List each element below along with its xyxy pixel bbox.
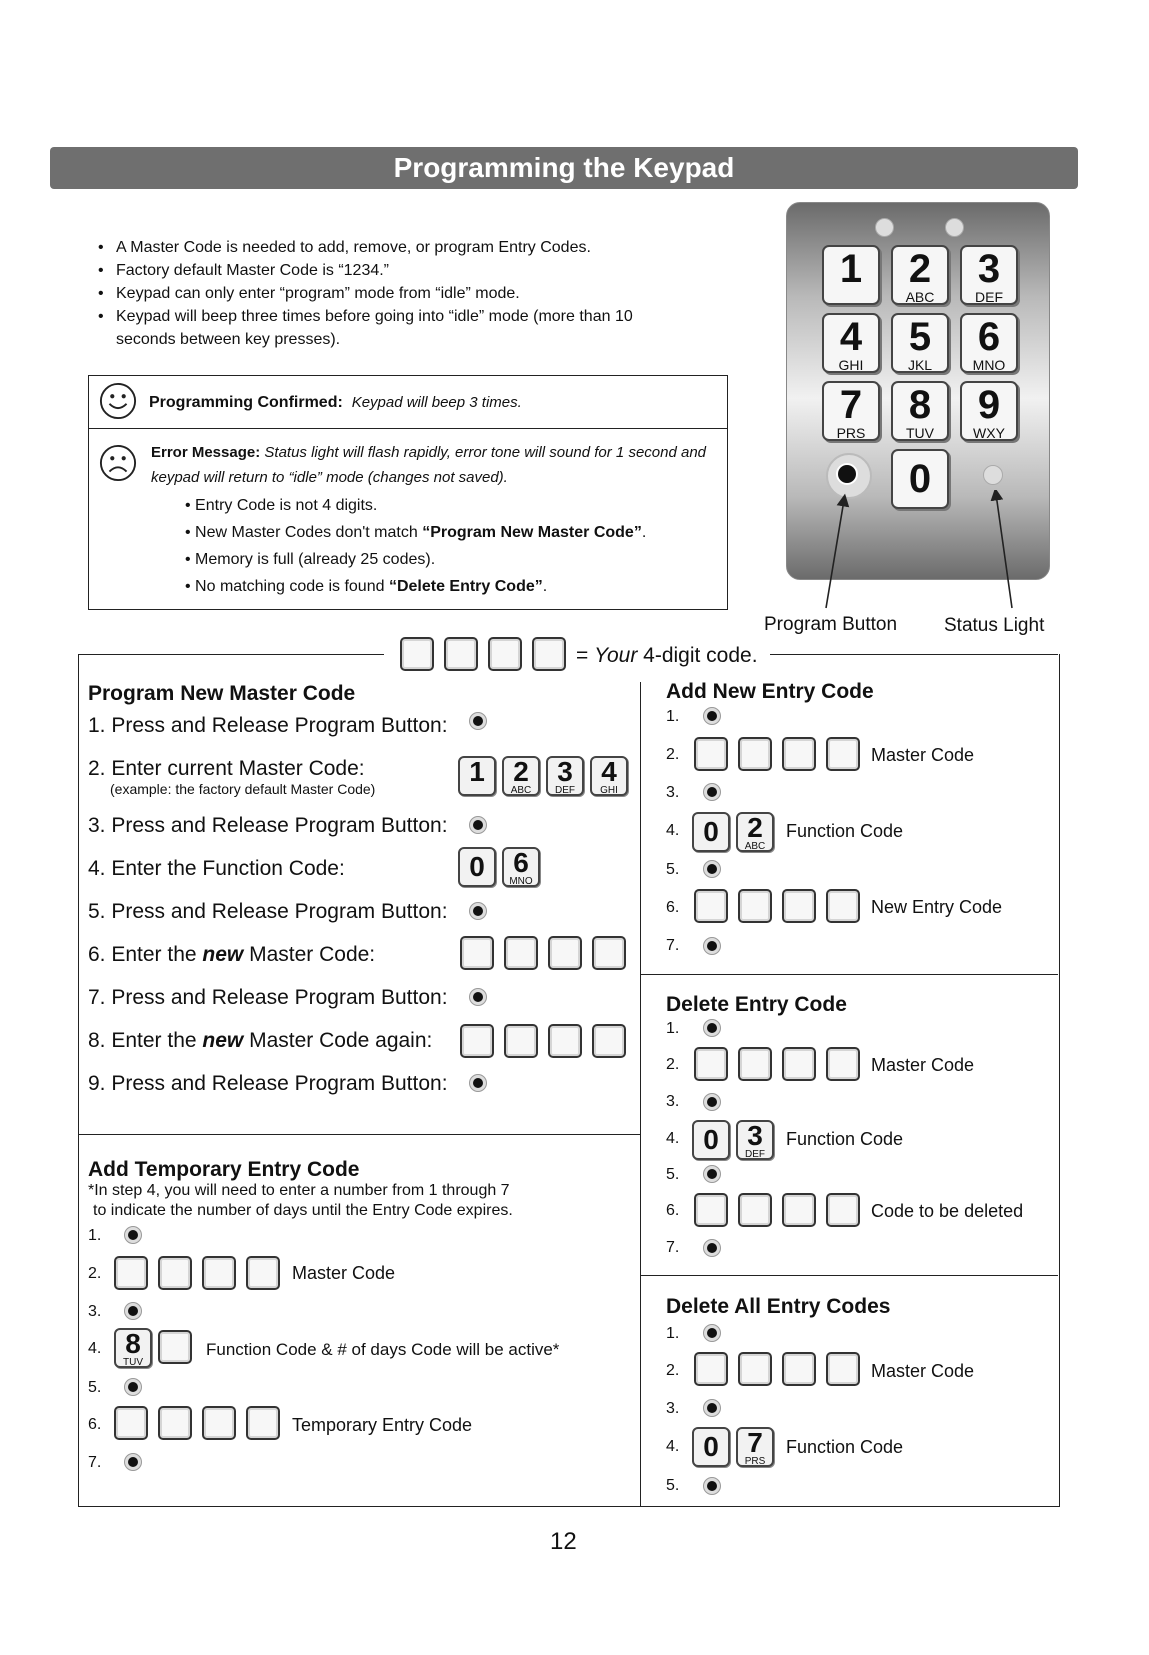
code-digit-box <box>782 1352 816 1386</box>
keypad-key-9: 9 WXY <box>960 381 1018 441</box>
error-item: • Memory is full (already 25 codes). <box>185 546 646 573</box>
program-button-icon <box>703 1399 721 1417</box>
smiley-face-icon <box>99 382 137 420</box>
key-0: 0 <box>692 1427 730 1467</box>
step-number: 4. <box>88 1340 102 1357</box>
code-digit-box <box>826 889 860 923</box>
master-section-title: Program New Master Code <box>88 682 356 705</box>
program-button-icon <box>703 860 721 878</box>
step-number: 4. <box>666 1438 680 1455</box>
code-to-delete-label: Code to be deleted <box>871 1201 1024 1221</box>
temp-section-title: Add Temporary Entry Code <box>88 1158 360 1181</box>
code-digit-box <box>504 936 538 970</box>
led-indicator <box>875 218 894 237</box>
key-2: 2 ABC <box>502 756 540 796</box>
master-step-7: 7. Press and Release Program Button: <box>88 986 448 1009</box>
step-number: 7. <box>88 1454 102 1471</box>
program-button-icon <box>703 1239 721 1257</box>
key-7: 7 PRS <box>736 1427 774 1467</box>
master-step-2-note: (example: the factory default Master Code) <box>110 781 376 797</box>
intro-bullet: • A Master Code is needed to add, remove, or program Entry Codes. <box>96 236 696 259</box>
step-number: 5. <box>666 1166 680 1183</box>
code-digit-box <box>782 1193 816 1227</box>
master-step-9: 9. Press and Release Program Button: <box>88 1072 448 1095</box>
confirm-message <box>149 394 522 412</box>
code-digit-box <box>202 1406 236 1440</box>
program-button-icon <box>469 816 487 834</box>
code-digit-box <box>460 936 494 970</box>
add-entry-section-title: Add New Entry Code <box>666 680 874 703</box>
code-digit-box <box>246 1256 280 1290</box>
code-digit-box <box>826 737 860 771</box>
code-digit-box <box>246 1406 280 1440</box>
master-code-label: Master Code <box>871 1055 975 1075</box>
step-number: 1. <box>666 1325 680 1342</box>
program-button-icon <box>703 937 721 955</box>
keypad-key-2: 2 ABC <box>891 245 949 305</box>
master-code-label: Master Code <box>871 1361 975 1381</box>
program-button-label: Program Button <box>764 614 898 635</box>
key-1: 1 <box>458 756 496 796</box>
step-number: 3. <box>666 1093 680 1110</box>
code-digit-box <box>738 737 772 771</box>
step-number: 2. <box>88 1265 102 1282</box>
key-6: 6 MNO <box>502 847 540 887</box>
step-number: 2. <box>666 1056 680 1073</box>
code-digit-box <box>782 1047 816 1081</box>
code-digit-box <box>158 1256 192 1290</box>
code-digit-box <box>592 1024 626 1058</box>
code-digit-box <box>592 936 626 970</box>
code-digit-box <box>826 1352 860 1386</box>
code-digit-box <box>738 1193 772 1227</box>
key-0: 0 <box>692 1120 730 1160</box>
step-number: 5. <box>88 1379 102 1396</box>
keypad-key-6: 6 MNO <box>960 313 1018 373</box>
code-digit-box <box>694 1352 728 1386</box>
code-digit-box <box>694 737 728 771</box>
status-light-icon <box>983 465 1003 485</box>
key-4: 4 GHI <box>590 756 628 796</box>
error-text: Status light will flash rapidly, error tone will sound for 1 second and keypad will return to “idle” mode (changes not saved). <box>151 444 707 486</box>
program-button-icon <box>703 783 721 801</box>
key-3: 3 DEF <box>736 1120 774 1160</box>
step-number: 6. <box>666 1202 680 1219</box>
code-digit-box <box>826 1047 860 1081</box>
page-number: 12 <box>550 1528 577 1555</box>
function-code-label: Function Code <box>786 1437 904 1457</box>
master-step-8: 8. Enter the new Master Code again: <box>88 1029 433 1052</box>
master-step-5: 5. Press and Release Program Button: <box>88 900 448 923</box>
keypad-key-5: 5 JKL <box>891 313 949 373</box>
key-3: 3 DEF <box>546 756 584 796</box>
step-number: 1. <box>666 1020 680 1037</box>
step-number: 2. <box>666 1362 680 1379</box>
code-digit-box <box>694 1193 728 1227</box>
keypad-key-8: 8 TUV <box>891 381 949 441</box>
error-item: • No matching code is found “Delete Entry Code”. <box>185 573 646 600</box>
code-digit-box <box>114 1406 148 1440</box>
code-digit-box <box>826 1193 860 1227</box>
confirm-label: Programming Confirmed: <box>149 394 343 411</box>
program-button-icon <box>703 1477 721 1495</box>
program-button-icon <box>469 988 487 1006</box>
code-digit-box <box>738 1352 772 1386</box>
key-8: 8 TUV <box>114 1328 152 1368</box>
code-digit-box <box>504 1024 538 1058</box>
code-digit-box <box>548 1024 582 1058</box>
intro-bullet: • Keypad can only enter “program” mode from “idle” mode. <box>96 282 696 305</box>
step-number: 6. <box>666 899 680 916</box>
keypad-key-7: 7 PRS <box>822 381 880 441</box>
master-code-label: Master Code <box>871 745 975 765</box>
step-number: 5. <box>666 861 680 878</box>
error-item: • Entry Code is not 4 digits. <box>185 492 646 519</box>
keypad-key-3: 3 DEF <box>960 245 1018 305</box>
intro-bullet: • Keypad will beep three times before going into “idle” mode (more than 10 seconds between key presses). <box>96 305 636 351</box>
step-number: 7. <box>666 937 680 954</box>
function-code-label: Function Code <box>786 821 904 841</box>
program-button-icon <box>124 1226 142 1244</box>
status-light-label: Status Light <box>944 615 1045 636</box>
step-number: 2. <box>666 746 680 763</box>
step-number: 4. <box>666 1130 680 1147</box>
page-title: Programming the Keypad <box>50 147 1078 189</box>
keypad-pointer-arrows <box>800 490 1040 620</box>
key-2: 2 ABC <box>736 812 774 852</box>
step-number: 7. <box>666 1239 680 1256</box>
program-button-icon <box>703 1165 721 1183</box>
master-step-2: 2. Enter current Master Code: <box>88 757 365 780</box>
step-number: 3. <box>88 1303 102 1320</box>
master-step-1: 1. Press and Release Program Button: <box>88 714 448 737</box>
program-button-icon <box>703 707 721 725</box>
keypad-key-0: 0 <box>891 449 949 509</box>
program-button-icon <box>124 1302 142 1320</box>
program-button-icon <box>703 1019 721 1037</box>
program-button-icon <box>703 1093 721 1111</box>
code-digit-box <box>158 1406 192 1440</box>
program-button-icon <box>703 1324 721 1342</box>
code-digit-box <box>738 889 772 923</box>
temp-note: *In step 4, you will need to enter a number from 1 through 7 <box>88 1182 510 1199</box>
error-message <box>151 440 711 490</box>
led-indicator <box>945 218 964 237</box>
code-digit-box <box>460 1024 494 1058</box>
days-digit-box <box>158 1330 192 1364</box>
step-number: 5. <box>666 1477 680 1494</box>
step-number: 1. <box>88 1227 102 1244</box>
program-button-icon <box>124 1453 142 1471</box>
error-label: Error Message: <box>151 444 261 461</box>
step-number: 4. <box>666 822 680 839</box>
step-number: 3. <box>666 1400 680 1417</box>
program-button-icon <box>469 1074 487 1092</box>
master-step-4: 4. Enter the Function Code: <box>88 857 345 880</box>
step-number: 1. <box>666 708 680 725</box>
code-digit-box <box>548 936 582 970</box>
temp-note: to indicate the number of days until the Entry Code expires. <box>93 1202 513 1219</box>
master-step-6: 6. Enter the new Master Code: <box>88 943 376 966</box>
delete-all-section-title: Delete All Entry Codes <box>666 1295 891 1318</box>
temp-code-label: Temporary Entry Code <box>292 1415 473 1435</box>
function-code-label: Function Code & # of days Code will be active* <box>206 1340 560 1359</box>
master-code-label: Master Code <box>292 1263 396 1283</box>
sad-face-icon <box>99 444 137 482</box>
keypad-key-1: 1 <box>822 245 880 305</box>
keypad-key-4: 4 GHI <box>822 313 880 373</box>
confirm-text: Keypad will beep 3 times. <box>351 394 522 411</box>
function-code-label: Function Code <box>786 1129 904 1149</box>
step-number: 3. <box>666 784 680 801</box>
key-0: 0 <box>692 812 730 852</box>
error-item: • New Master Codes don't match “Program New Master Code”. <box>185 519 646 546</box>
key-0: 0 <box>458 847 496 887</box>
code-digit-box <box>114 1256 148 1290</box>
code-legend: = Your 4-digit code. <box>576 644 758 667</box>
code-digit-box <box>738 1047 772 1081</box>
program-button-icon <box>469 712 487 730</box>
step-number: 6. <box>88 1416 102 1433</box>
intro-list <box>96 236 696 351</box>
error-list <box>185 492 646 600</box>
program-button-icon <box>469 902 487 920</box>
delete-entry-section-title: Delete Entry Code <box>666 993 847 1016</box>
code-digit-box <box>694 889 728 923</box>
master-step-3: 3. Press and Release Program Button: <box>88 814 448 837</box>
code-digit-box <box>202 1256 236 1290</box>
new-entry-code-label: New Entry Code <box>871 897 1003 917</box>
code-digit-box <box>694 1047 728 1081</box>
code-digit-box <box>782 889 816 923</box>
intro-bullet: • Factory default Master Code is “1234.” <box>96 259 696 282</box>
code-digit-box <box>782 737 816 771</box>
program-button-icon <box>124 1378 142 1396</box>
status-notes-box <box>88 375 728 610</box>
